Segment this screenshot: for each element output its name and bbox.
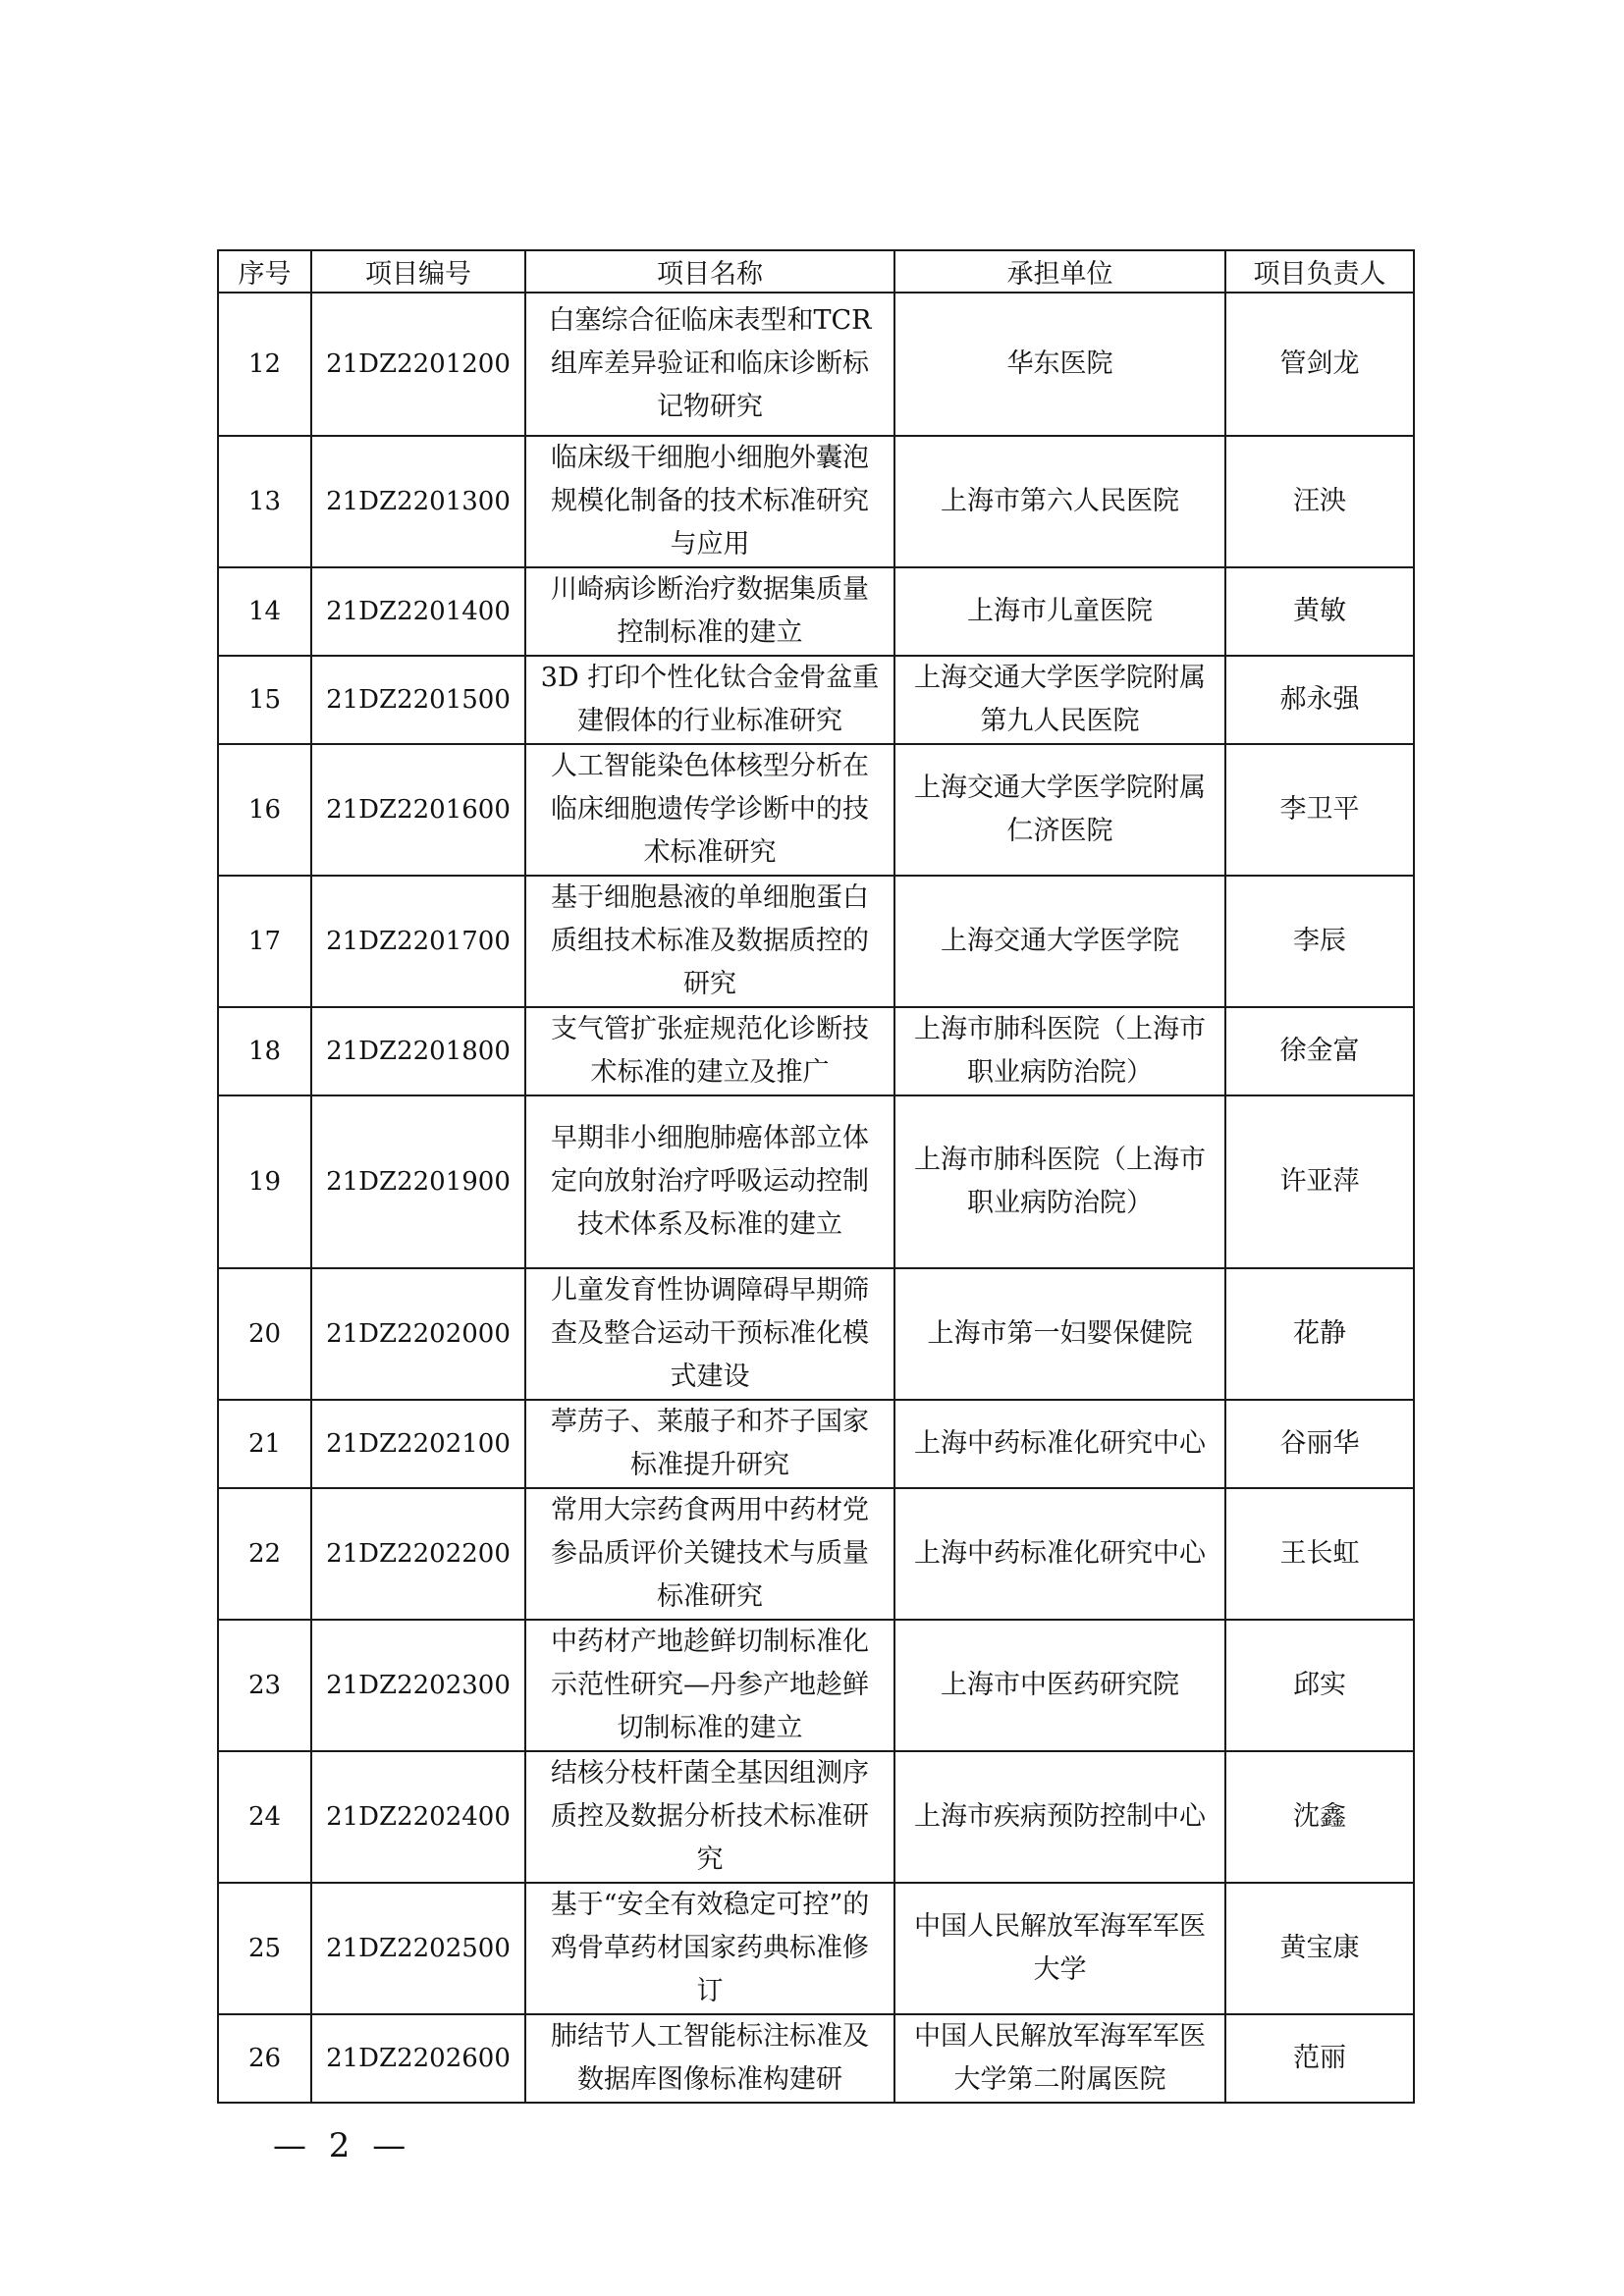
- cell-serial: 16: [218, 744, 311, 876]
- cell-project-code: 21DZ2201900: [311, 1095, 525, 1268]
- cell-project-code: 21DZ2202600: [311, 2014, 525, 2103]
- cell-serial: 18: [218, 1007, 311, 1095]
- cell-project-leader: 王长虹: [1225, 1488, 1414, 1620]
- cell-undertaking-unit: 上海交通大学医学院: [894, 876, 1225, 1007]
- cell-project-leader: 管剑龙: [1225, 293, 1414, 436]
- cell-project-code: 21DZ2202300: [311, 1620, 525, 1751]
- cell-project-code: 21DZ2201300: [311, 436, 525, 567]
- cell-serial: 21: [218, 1400, 311, 1488]
- cell-project-name: 川崎病诊断治疗数据集质量控制标准的建立: [525, 567, 894, 656]
- cell-undertaking-unit: 上海市第一妇婴保健院: [894, 1268, 1225, 1400]
- cell-undertaking-unit: 中国人民解放军海军军医大学第二附属医院: [894, 2014, 1225, 2103]
- cell-project-name: 人工智能染色体核型分析在临床细胞遗传学诊断中的技术标准研究: [525, 744, 894, 876]
- cell-project-name: 基于细胞悬液的单细胞蛋白质组技术标准及数据质控的研究: [525, 876, 894, 1007]
- cell-project-leader: 沈鑫: [1225, 1751, 1414, 1883]
- cell-project-name: 结核分枝杆菌全基因组测序质控及数据分析技术标准研究: [525, 1751, 894, 1883]
- table-row: [218, 1751, 1414, 1883]
- cell-project-leader: 许亚萍: [1225, 1095, 1414, 1268]
- cell-undertaking-unit: 上海中药标准化研究中心: [894, 1400, 1225, 1488]
- cell-serial: 15: [218, 656, 311, 744]
- cell-project-leader: 范丽: [1225, 2014, 1414, 2103]
- cell-serial: 26: [218, 2014, 311, 2103]
- table-row: [218, 1095, 1414, 1268]
- cell-serial: 12: [218, 293, 311, 436]
- table-row: [218, 436, 1414, 567]
- cell-project-code: 21DZ2201500: [311, 656, 525, 744]
- project-table: [217, 249, 1415, 2104]
- cell-project-name: 中药材产地趁鲜切制标准化示范性研究—丹参产地趁鲜切制标准的建立: [525, 1620, 894, 1751]
- cell-project-code: 21DZ2201400: [311, 567, 525, 656]
- cell-undertaking-unit: 上海市中医药研究院: [894, 1620, 1225, 1751]
- cell-serial: 22: [218, 1488, 311, 1620]
- cell-project-leader: 谷丽华: [1225, 1400, 1414, 1488]
- table-row: [218, 567, 1414, 656]
- table-row: [218, 1488, 1414, 1620]
- table-body: [218, 293, 1414, 2103]
- cell-project-leader: 李辰: [1225, 876, 1414, 1007]
- cell-project-code: 21DZ2202500: [311, 1883, 525, 2014]
- cell-serial: 20: [218, 1268, 311, 1400]
- page-number: — 2 —: [273, 2126, 412, 2165]
- cell-project-leader: 花静: [1225, 1268, 1414, 1400]
- cell-project-code: 21DZ2202100: [311, 1400, 525, 1488]
- cell-undertaking-unit: 上海市肺科医院（上海市职业病防治院）: [894, 1095, 1225, 1268]
- table-row: [218, 1883, 1414, 2014]
- cell-undertaking-unit: 华东医院: [894, 293, 1225, 436]
- cell-project-name: 3D 打印个性化钛合金骨盆重建假体的行业标准研究: [525, 656, 894, 744]
- header-project-leader: 项目负责人: [1225, 250, 1414, 293]
- cell-project-code: 21DZ2201800: [311, 1007, 525, 1095]
- cell-project-name: 葶苈子、莱菔子和芥子国家标准提升研究: [525, 1400, 894, 1488]
- cell-project-name: 常用大宗药食两用中药材党参品质评价关键技术与质量标准研究: [525, 1488, 894, 1620]
- cell-project-leader: 李卫平: [1225, 744, 1414, 876]
- cell-serial: 23: [218, 1620, 311, 1751]
- cell-project-name: 基于“安全有效稳定可控”的鸡骨草药材国家药典标准修订: [525, 1883, 894, 2014]
- header-serial: 序号: [218, 250, 311, 293]
- cell-undertaking-unit: 上海中药标准化研究中心: [894, 1488, 1225, 1620]
- cell-project-leader: 黄敏: [1225, 567, 1414, 656]
- cell-undertaking-unit: 上海市疾病预防控制中心: [894, 1751, 1225, 1883]
- header-project-code: 项目编号: [311, 250, 525, 293]
- table-row: [218, 2014, 1414, 2103]
- table-row: [218, 1400, 1414, 1488]
- cell-undertaking-unit: 中国人民解放军海军军医大学: [894, 1883, 1225, 2014]
- cell-project-name: 早期非小细胞肺癌体部立体定向放射治疗呼吸运动控制技术体系及标准的建立: [525, 1095, 894, 1268]
- cell-serial: 17: [218, 876, 311, 1007]
- header-project-name: 项目名称: [525, 250, 894, 293]
- cell-project-code: 21DZ2201700: [311, 876, 525, 1007]
- cell-project-leader: 黄宝康: [1225, 1883, 1414, 2014]
- cell-project-name: 支气管扩张症规范化诊断技术标准的建立及推广: [525, 1007, 894, 1095]
- cell-undertaking-unit: 上海市第六人民医院: [894, 436, 1225, 567]
- cell-project-leader: 徐金富: [1225, 1007, 1414, 1095]
- cell-project-code: 21DZ2201200: [311, 293, 525, 436]
- cell-project-code: 21DZ2202400: [311, 1751, 525, 1883]
- cell-project-code: 21DZ2202000: [311, 1268, 525, 1400]
- table-row: [218, 876, 1414, 1007]
- cell-project-leader: 郝永强: [1225, 656, 1414, 744]
- table-header-row: [218, 250, 1414, 293]
- cell-serial: 19: [218, 1095, 311, 1268]
- table-row: [218, 1007, 1414, 1095]
- cell-project-name: 肺结节人工智能标注标准及数据库图像标准构建研: [525, 2014, 894, 2103]
- cell-serial: 25: [218, 1883, 311, 2014]
- cell-undertaking-unit: 上海交通大学医学院附属第九人民医院: [894, 656, 1225, 744]
- cell-undertaking-unit: 上海市儿童医院: [894, 567, 1225, 656]
- cell-project-name: 儿童发育性协调障碍早期筛查及整合运动干预标准化模式建设: [525, 1268, 894, 1400]
- cell-project-code: 21DZ2201600: [311, 744, 525, 876]
- cell-project-code: 21DZ2202200: [311, 1488, 525, 1620]
- table-row: [218, 293, 1414, 436]
- cell-undertaking-unit: 上海交通大学医学院附属仁济医院: [894, 744, 1225, 876]
- cell-project-name: 临床级干细胞小细胞外囊泡规模化制备的技术标准研究与应用: [525, 436, 894, 567]
- cell-serial: 24: [218, 1751, 311, 1883]
- header-undertaking-unit: 承担单位: [894, 250, 1225, 293]
- table-row: [218, 1620, 1414, 1751]
- cell-project-leader: 邱实: [1225, 1620, 1414, 1751]
- cell-project-name: 白塞综合征临床表型和TCR 组库差异验证和临床诊断标记物研究: [525, 293, 894, 436]
- table-row: [218, 1268, 1414, 1400]
- cell-serial: 14: [218, 567, 311, 656]
- cell-undertaking-unit: 上海市肺科医院（上海市职业病防治院）: [894, 1007, 1225, 1095]
- table-row: [218, 744, 1414, 876]
- cell-serial: 13: [218, 436, 311, 567]
- table-row: [218, 656, 1414, 744]
- cell-project-leader: 汪泱: [1225, 436, 1414, 567]
